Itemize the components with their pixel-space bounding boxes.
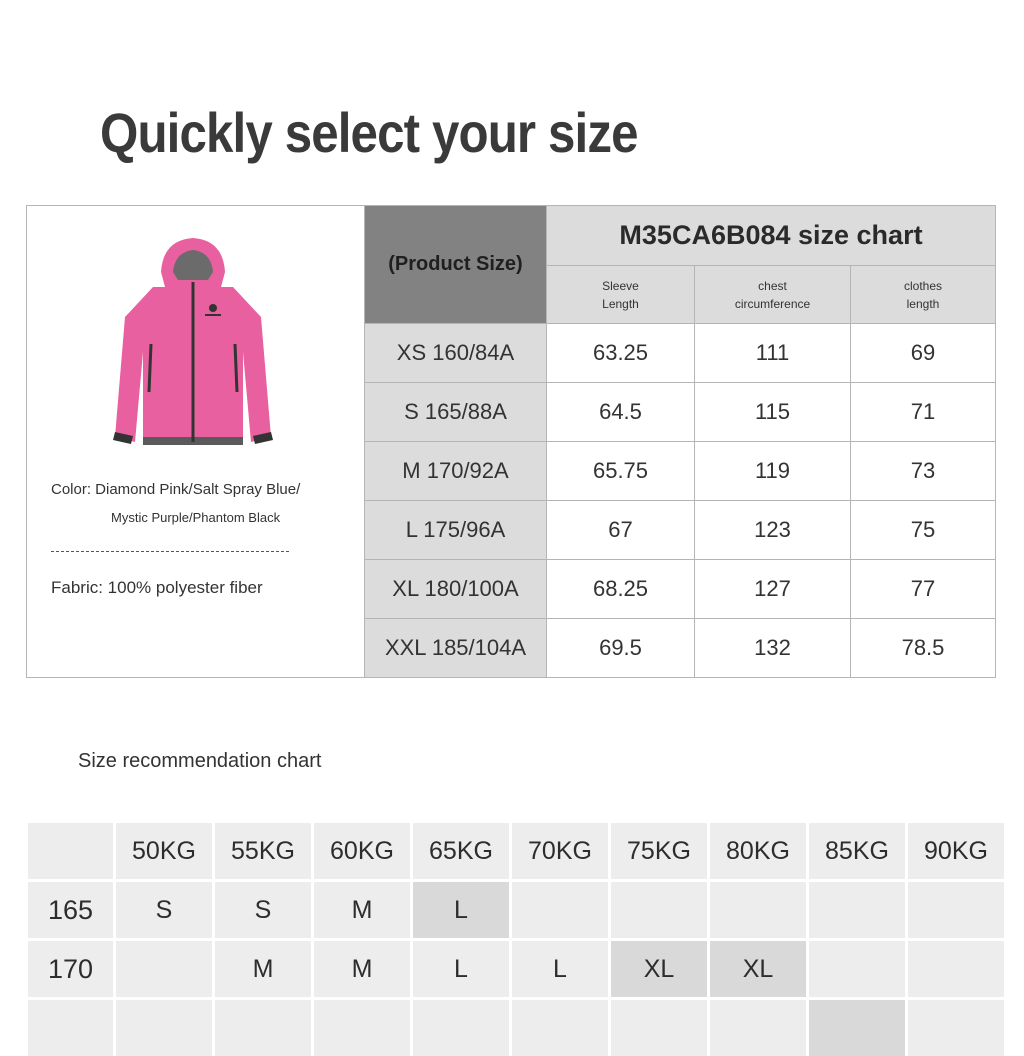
size-chart-table	[26, 205, 996, 678]
size-cell	[314, 1000, 410, 1056]
chest-value: 127	[695, 560, 851, 619]
chest-value: 119	[695, 442, 851, 501]
size-cell	[512, 1000, 608, 1056]
size-label: XXL 185/104A	[365, 619, 547, 678]
weight-header: 90KG	[908, 823, 1004, 879]
size-label: M 170/92A	[365, 442, 547, 501]
size-cell	[809, 882, 905, 938]
size-cell: S	[215, 882, 311, 938]
chest-value: 132	[695, 619, 851, 678]
size-cell: L	[512, 941, 608, 997]
size-cell: M	[314, 941, 410, 997]
size-cell	[215, 1000, 311, 1056]
chest-value: 111	[695, 324, 851, 383]
page-title: Quickly select your size	[100, 101, 638, 164]
size-label: XL 180/100A	[365, 560, 547, 619]
size-cell	[908, 941, 1004, 997]
sleeve-value: 64.5	[547, 383, 695, 442]
divider	[51, 551, 289, 552]
height-label: 165	[28, 882, 113, 938]
size-cell: M	[215, 941, 311, 997]
column-header-length	[851, 266, 996, 324]
size-cell	[28, 1000, 113, 1056]
color-info-line1: Color: Diamond Pink/Salt Spray Blue/	[51, 481, 301, 498]
size-cell	[413, 1000, 509, 1056]
length-value: 73	[851, 442, 996, 501]
size-label: XS 160/84A	[365, 324, 547, 383]
size-cell	[116, 941, 212, 997]
column-header-line: Length	[602, 296, 639, 311]
sleeve-value: 67	[547, 501, 695, 560]
size-cell	[710, 882, 806, 938]
height-label: 170	[28, 941, 113, 997]
column-header-line: chest	[758, 278, 787, 293]
column-header-line: circumference	[734, 296, 811, 311]
color-info-line2: Mystic Purple/Phantom Black	[111, 510, 281, 525]
size-cell: XL	[611, 941, 707, 997]
weight-header: 65KG	[413, 823, 509, 879]
size-cell: M	[314, 882, 410, 938]
weight-header: 75KG	[611, 823, 707, 879]
recommendation-grid	[28, 823, 998, 1056]
column-header-line: Sleeve	[602, 278, 639, 293]
weight-header: 70KG	[512, 823, 608, 879]
chest-value: 123	[695, 501, 851, 560]
corner-cell	[28, 823, 113, 879]
size-cell	[611, 1000, 707, 1056]
size-cell: XL	[710, 941, 806, 997]
sleeve-value: 69.5	[547, 619, 695, 678]
fabric-info: Fabric: 100% polyester fiber	[51, 578, 263, 597]
size-label: L 175/96A	[365, 501, 547, 560]
column-header-line: clothes	[903, 278, 943, 293]
size-cell	[809, 1000, 905, 1056]
size-label: S 165/88A	[365, 383, 547, 442]
length-value: 69	[851, 324, 996, 383]
length-value: 77	[851, 560, 996, 619]
size-cell	[908, 1000, 1004, 1056]
recommendation-title: Size recommendation chart	[78, 750, 322, 772]
sleeve-value: 68.25	[547, 560, 695, 619]
product-info-cell	[27, 206, 365, 678]
column-header-sleeve	[547, 266, 695, 324]
weight-header: 50KG	[116, 823, 212, 879]
weight-header: 85KG	[809, 823, 905, 879]
jacket-image	[93, 232, 293, 457]
size-cell	[710, 1000, 806, 1056]
weight-header: 80KG	[710, 823, 806, 879]
size-cell	[512, 882, 608, 938]
chest-value: 115	[695, 383, 851, 442]
sleeve-value: 63.25	[547, 324, 695, 383]
size-cell	[908, 882, 1004, 938]
column-header-line: length	[906, 296, 940, 311]
size-cell: L	[413, 941, 509, 997]
sleeve-value: 65.75	[547, 442, 695, 501]
size-cell: S	[116, 882, 212, 938]
column-header-chest	[695, 266, 851, 324]
size-cell: L	[413, 882, 509, 938]
size-cell	[116, 1000, 212, 1056]
length-value: 71	[851, 383, 996, 442]
length-value: 78.5	[851, 619, 996, 678]
size-cell	[611, 882, 707, 938]
size-chart-title: M35CA6B084 size chart	[547, 206, 996, 266]
size-cell	[809, 941, 905, 997]
weight-header: 55KG	[215, 823, 311, 879]
length-value: 75	[851, 501, 996, 560]
weight-header: 60KG	[314, 823, 410, 879]
product-size-header: (Product Size)	[365, 206, 547, 324]
